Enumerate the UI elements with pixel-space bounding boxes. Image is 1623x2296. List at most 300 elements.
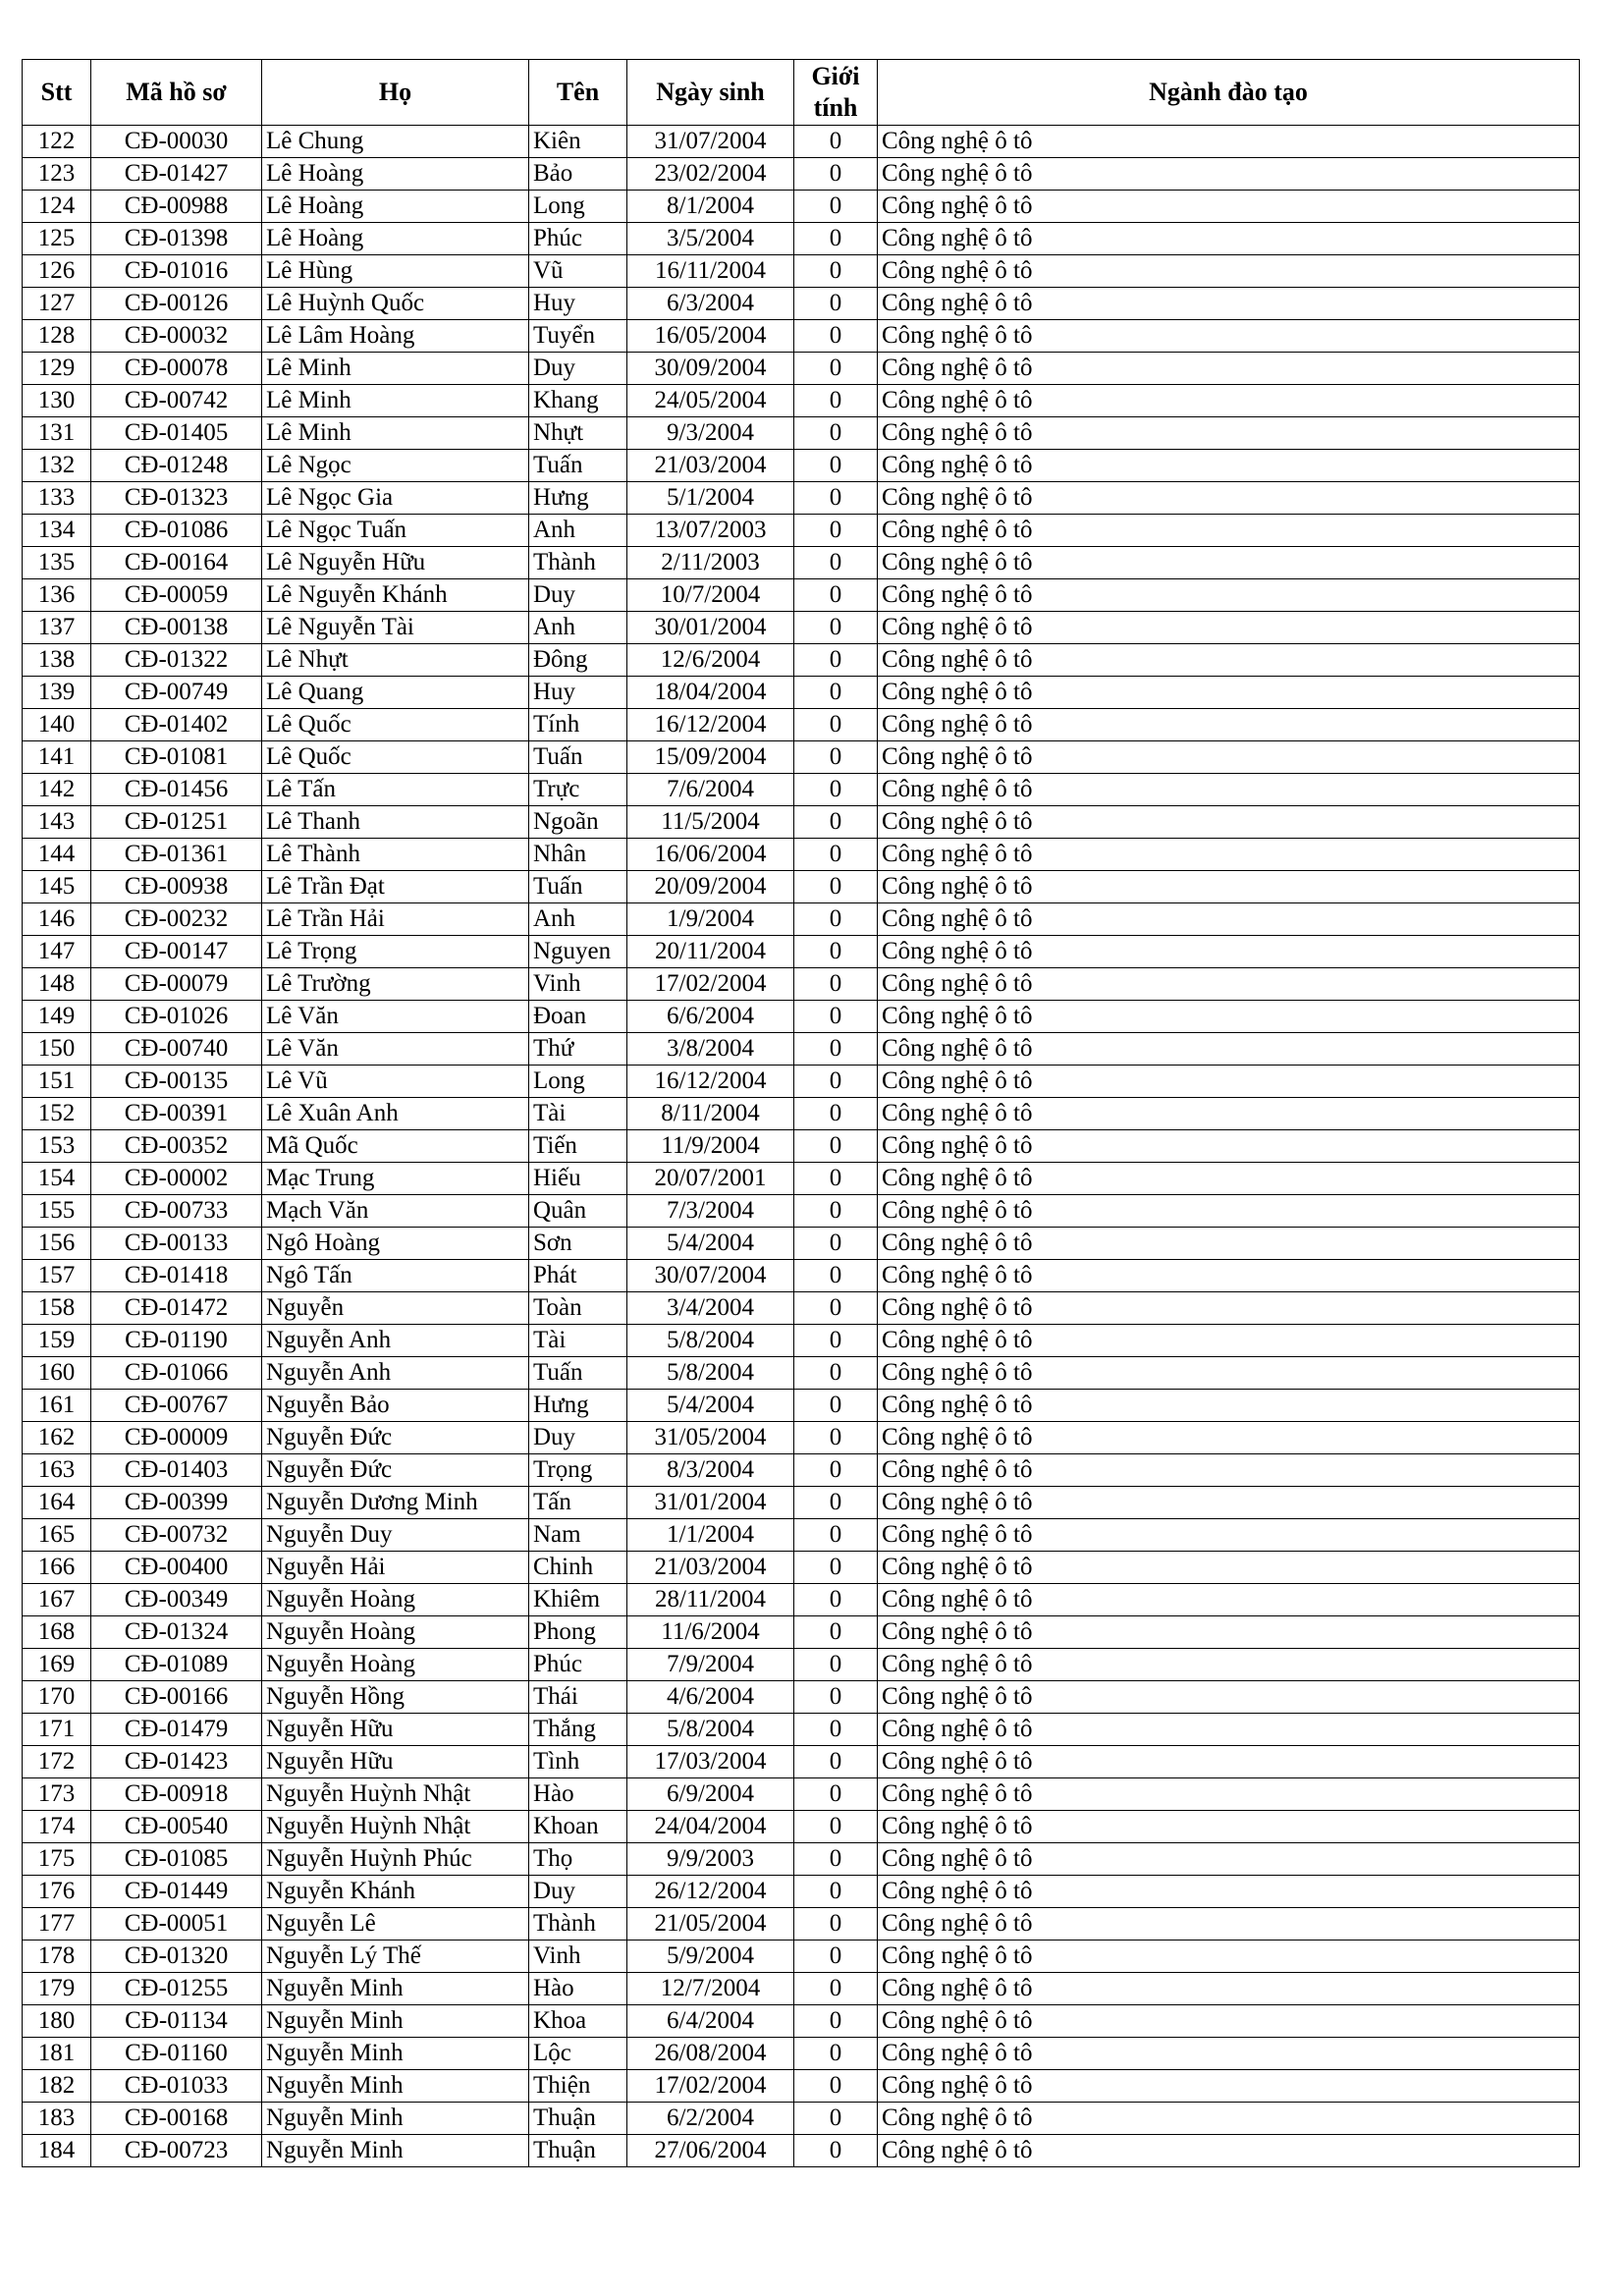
cell-last-name: Lê Hoàng: [262, 191, 529, 223]
cell-last-name: Lê Huỳnh Quốc: [262, 288, 529, 320]
cell-gender: 0: [794, 417, 878, 450]
cell-major: Công nghệ ô tô: [878, 1811, 1580, 1843]
table-row: [23, 482, 1580, 515]
cell-date-of-birth: 20/09/2004: [627, 871, 794, 903]
cell-major: Công nghệ ô tô: [878, 839, 1580, 871]
cell-record-code: CĐ-01033: [91, 2070, 262, 2103]
cell-major: Công nghệ ô tô: [878, 579, 1580, 612]
header-gender: Giới tính: [794, 60, 878, 126]
cell-last-name: Nguyễn Lê: [262, 1908, 529, 1941]
cell-date-of-birth: 13/07/2003: [627, 515, 794, 547]
cell-date-of-birth: 8/1/2004: [627, 191, 794, 223]
table-row: [23, 1357, 1580, 1390]
cell-last-name: Nguyễn Hải: [262, 1552, 529, 1584]
cell-first-name: Hào: [529, 1778, 627, 1811]
cell-record-code: CĐ-01405: [91, 417, 262, 450]
cell-major: Công nghệ ô tô: [878, 1163, 1580, 1195]
cell-last-name: Lê Hoàng: [262, 223, 529, 255]
cell-major: Công nghệ ô tô: [878, 1746, 1580, 1778]
cell-record-code: CĐ-00400: [91, 1552, 262, 1584]
cell-last-name: Nguyễn Huỳnh Nhật: [262, 1811, 529, 1843]
cell-first-name: Thắng: [529, 1714, 627, 1746]
cell-first-name: Tài: [529, 1325, 627, 1357]
cell-first-name: Tính: [529, 709, 627, 741]
cell-first-name: Nam: [529, 1519, 627, 1552]
header-record-code: Mã hồ sơ: [91, 60, 262, 126]
cell-stt: 133: [23, 482, 91, 515]
table-row: [23, 871, 1580, 903]
cell-record-code: CĐ-01456: [91, 774, 262, 806]
table-row: [23, 353, 1580, 385]
cell-last-name: Lê Thanh: [262, 806, 529, 839]
cell-gender: 0: [794, 1130, 878, 1163]
cell-record-code: CĐ-00988: [91, 191, 262, 223]
cell-date-of-birth: 4/6/2004: [627, 1681, 794, 1714]
cell-date-of-birth: 21/03/2004: [627, 450, 794, 482]
cell-stt: 184: [23, 2135, 91, 2167]
cell-date-of-birth: 6/2/2004: [627, 2103, 794, 2135]
cell-gender: 0: [794, 1390, 878, 1422]
cell-record-code: CĐ-01081: [91, 741, 262, 774]
table-row: [23, 288, 1580, 320]
table-row: [23, 1649, 1580, 1681]
cell-major: Công nghệ ô tô: [878, 1649, 1580, 1681]
cell-gender: 0: [794, 126, 878, 158]
cell-gender: 0: [794, 1811, 878, 1843]
table-row: [23, 1584, 1580, 1616]
cell-stt: 158: [23, 1292, 91, 1325]
cell-last-name: Nguyễn Hữu: [262, 1714, 529, 1746]
cell-gender: 0: [794, 1066, 878, 1098]
cell-stt: 157: [23, 1260, 91, 1292]
cell-date-of-birth: 21/03/2004: [627, 1552, 794, 1584]
cell-last-name: Nguyễn: [262, 1292, 529, 1325]
cell-date-of-birth: 7/9/2004: [627, 1649, 794, 1681]
cell-major: Công nghệ ô tô: [878, 385, 1580, 417]
cell-major: Công nghệ ô tô: [878, 1681, 1580, 1714]
cell-date-of-birth: 17/03/2004: [627, 1746, 794, 1778]
cell-stt: 134: [23, 515, 91, 547]
cell-date-of-birth: 9/3/2004: [627, 417, 794, 450]
cell-record-code: CĐ-01323: [91, 482, 262, 515]
table-row: [23, 1260, 1580, 1292]
cell-stt: 163: [23, 1454, 91, 1487]
cell-gender: 0: [794, 482, 878, 515]
cell-major: Công nghệ ô tô: [878, 1195, 1580, 1228]
cell-gender: 0: [794, 1357, 878, 1390]
cell-last-name: Lê Minh: [262, 417, 529, 450]
cell-major: Công nghệ ô tô: [878, 191, 1580, 223]
cell-record-code: CĐ-00391: [91, 1098, 262, 1130]
cell-gender: 0: [794, 1422, 878, 1454]
cell-gender: 0: [794, 677, 878, 709]
cell-first-name: Tấn: [529, 1487, 627, 1519]
cell-record-code: CĐ-01423: [91, 1746, 262, 1778]
header-last-name: Họ: [262, 60, 529, 126]
cell-stt: 169: [23, 1649, 91, 1681]
cell-first-name: Thuận: [529, 2135, 627, 2167]
cell-major: Công nghệ ô tô: [878, 1422, 1580, 1454]
cell-gender: 0: [794, 2103, 878, 2135]
cell-date-of-birth: 11/6/2004: [627, 1616, 794, 1649]
cell-first-name: Thái: [529, 1681, 627, 1714]
cell-date-of-birth: 6/3/2004: [627, 288, 794, 320]
cell-stt: 139: [23, 677, 91, 709]
cell-first-name: Tuấn: [529, 450, 627, 482]
cell-major: Công nghệ ô tô: [878, 1876, 1580, 1908]
cell-record-code: CĐ-01324: [91, 1616, 262, 1649]
cell-stt: 125: [23, 223, 91, 255]
cell-record-code: CĐ-01026: [91, 1001, 262, 1033]
cell-last-name: Lê Quang: [262, 677, 529, 709]
cell-first-name: Thọ: [529, 1843, 627, 1876]
cell-major: Công nghệ ô tô: [878, 1033, 1580, 1066]
cell-gender: 0: [794, 839, 878, 871]
cell-major: Công nghệ ô tô: [878, 1778, 1580, 1811]
cell-gender: 0: [794, 1163, 878, 1195]
cell-date-of-birth: 7/6/2004: [627, 774, 794, 806]
cell-date-of-birth: 28/11/2004: [627, 1584, 794, 1616]
cell-gender: 0: [794, 1552, 878, 1584]
cell-record-code: CĐ-01361: [91, 839, 262, 871]
table-row: [23, 709, 1580, 741]
cell-record-code: CĐ-01398: [91, 223, 262, 255]
cell-last-name: Nguyễn Minh: [262, 2070, 529, 2103]
table-row: [23, 385, 1580, 417]
table-row: [23, 1616, 1580, 1649]
cell-stt: 153: [23, 1130, 91, 1163]
cell-gender: 0: [794, 1908, 878, 1941]
cell-date-of-birth: 8/3/2004: [627, 1454, 794, 1487]
table-row: [23, 1973, 1580, 2005]
cell-date-of-birth: 23/02/2004: [627, 158, 794, 191]
table-row: [23, 2070, 1580, 2103]
cell-date-of-birth: 17/02/2004: [627, 2070, 794, 2103]
cell-last-name: Nguyễn Minh: [262, 2103, 529, 2135]
table-row: [23, 417, 1580, 450]
cell-gender: 0: [794, 1941, 878, 1973]
table-body: [23, 126, 1580, 2167]
table-row: [23, 2038, 1580, 2070]
student-roster-table: [22, 59, 1580, 2167]
cell-stt: 129: [23, 353, 91, 385]
cell-stt: 124: [23, 191, 91, 223]
cell-last-name: Nguyễn Anh: [262, 1325, 529, 1357]
cell-first-name: Tuyển: [529, 320, 627, 353]
cell-gender: 0: [794, 774, 878, 806]
cell-first-name: Chinh: [529, 1552, 627, 1584]
cell-last-name: Lê Ngọc: [262, 450, 529, 482]
table-row: [23, 1552, 1580, 1584]
cell-stt: 145: [23, 871, 91, 903]
cell-gender: 0: [794, 1843, 878, 1876]
cell-stt: 151: [23, 1066, 91, 1098]
cell-last-name: Mã Quốc: [262, 1130, 529, 1163]
cell-first-name: Hưng: [529, 482, 627, 515]
cell-first-name: Duy: [529, 353, 627, 385]
cell-stt: 155: [23, 1195, 91, 1228]
cell-gender: 0: [794, 1033, 878, 1066]
table-row: [23, 1325, 1580, 1357]
cell-date-of-birth: 3/4/2004: [627, 1292, 794, 1325]
cell-gender: 0: [794, 1714, 878, 1746]
cell-major: Công nghệ ô tô: [878, 2038, 1580, 2070]
cell-first-name: Vinh: [529, 1941, 627, 1973]
table-row: [23, 1066, 1580, 1098]
cell-date-of-birth: 24/04/2004: [627, 1811, 794, 1843]
cell-date-of-birth: 16/05/2004: [627, 320, 794, 353]
cell-gender: 0: [794, 547, 878, 579]
cell-date-of-birth: 11/5/2004: [627, 806, 794, 839]
cell-stt: 174: [23, 1811, 91, 1843]
cell-last-name: Lê Văn: [262, 1001, 529, 1033]
cell-gender: 0: [794, 2005, 878, 2038]
cell-date-of-birth: 6/6/2004: [627, 1001, 794, 1033]
cell-last-name: Nguyễn Khánh: [262, 1876, 529, 1908]
cell-first-name: Nhân: [529, 839, 627, 871]
cell-first-name: Toàn: [529, 1292, 627, 1325]
cell-last-name: Lê Hùng: [262, 255, 529, 288]
cell-stt: 135: [23, 547, 91, 579]
cell-first-name: Hiếu: [529, 1163, 627, 1195]
table-row: [23, 1130, 1580, 1163]
cell-date-of-birth: 16/11/2004: [627, 255, 794, 288]
cell-stt: 147: [23, 936, 91, 968]
cell-gender: 0: [794, 1195, 878, 1228]
table-row: [23, 936, 1580, 968]
cell-date-of-birth: 16/12/2004: [627, 709, 794, 741]
table-row: [23, 1778, 1580, 1811]
cell-date-of-birth: 20/07/2001: [627, 1163, 794, 1195]
cell-last-name: Lê Hoàng: [262, 158, 529, 191]
cell-gender: 0: [794, 1325, 878, 1357]
cell-last-name: Nguyễn Dương Minh: [262, 1487, 529, 1519]
cell-last-name: Ngô Tấn: [262, 1260, 529, 1292]
cell-last-name: Lê Lâm Hoàng: [262, 320, 529, 353]
cell-first-name: Huy: [529, 677, 627, 709]
cell-gender: 0: [794, 515, 878, 547]
cell-record-code: CĐ-00032: [91, 320, 262, 353]
cell-gender: 0: [794, 255, 878, 288]
cell-gender: 0: [794, 1228, 878, 1260]
table-row: [23, 1487, 1580, 1519]
cell-stt: 146: [23, 903, 91, 936]
cell-stt: 162: [23, 1422, 91, 1454]
cell-gender: 0: [794, 158, 878, 191]
cell-record-code: CĐ-00399: [91, 1487, 262, 1519]
cell-record-code: CĐ-01449: [91, 1876, 262, 1908]
cell-first-name: Tiến: [529, 1130, 627, 1163]
cell-last-name: Lê Quốc: [262, 741, 529, 774]
cell-last-name: Nguyễn Lý Thế: [262, 1941, 529, 1973]
cell-major: Công nghệ ô tô: [878, 612, 1580, 644]
cell-date-of-birth: 5/8/2004: [627, 1714, 794, 1746]
table-row: [23, 2103, 1580, 2135]
cell-first-name: Thiện: [529, 2070, 627, 2103]
cell-first-name: Ngoãn: [529, 806, 627, 839]
cell-last-name: Lê Trần Hải: [262, 903, 529, 936]
cell-date-of-birth: 5/8/2004: [627, 1325, 794, 1357]
cell-gender: 0: [794, 709, 878, 741]
cell-gender: 0: [794, 1260, 878, 1292]
cell-record-code: CĐ-00135: [91, 1066, 262, 1098]
cell-first-name: Tài: [529, 1098, 627, 1130]
cell-date-of-birth: 2/11/2003: [627, 547, 794, 579]
cell-date-of-birth: 5/8/2004: [627, 1357, 794, 1390]
cell-gender: 0: [794, 579, 878, 612]
cell-gender: 0: [794, 385, 878, 417]
cell-record-code: CĐ-01427: [91, 158, 262, 191]
cell-date-of-birth: 24/05/2004: [627, 385, 794, 417]
cell-last-name: Lê Nguyễn Hữu: [262, 547, 529, 579]
cell-date-of-birth: 5/9/2004: [627, 1941, 794, 1973]
cell-first-name: Quân: [529, 1195, 627, 1228]
cell-record-code: CĐ-00723: [91, 2135, 262, 2167]
cell-gender: 0: [794, 1973, 878, 2005]
cell-record-code: CĐ-01016: [91, 255, 262, 288]
cell-date-of-birth: 3/5/2004: [627, 223, 794, 255]
cell-first-name: Phong: [529, 1616, 627, 1649]
cell-last-name: Nguyễn Minh: [262, 2038, 529, 2070]
cell-record-code: CĐ-01190: [91, 1325, 262, 1357]
cell-first-name: Phúc: [529, 223, 627, 255]
cell-major: Công nghệ ô tô: [878, 547, 1580, 579]
table-row: [23, 320, 1580, 353]
cell-last-name: Nguyễn Minh: [262, 2135, 529, 2167]
table-row: [23, 191, 1580, 223]
cell-record-code: CĐ-01089: [91, 1649, 262, 1681]
cell-major: Công nghệ ô tô: [878, 1454, 1580, 1487]
cell-last-name: Lê Thành: [262, 839, 529, 871]
cell-date-of-birth: 18/04/2004: [627, 677, 794, 709]
table-row: [23, 255, 1580, 288]
cell-stt: 136: [23, 579, 91, 612]
cell-last-name: Nguyễn Đức: [262, 1422, 529, 1454]
cell-first-name: Kiên: [529, 126, 627, 158]
table-row: [23, 1811, 1580, 1843]
cell-gender: 0: [794, 871, 878, 903]
cell-date-of-birth: 16/12/2004: [627, 1066, 794, 1098]
cell-record-code: CĐ-00352: [91, 1130, 262, 1163]
cell-record-code: CĐ-00349: [91, 1584, 262, 1616]
cell-gender: 0: [794, 223, 878, 255]
cell-record-code: CĐ-01320: [91, 1941, 262, 1973]
header-first-name: Tên: [529, 60, 627, 126]
cell-last-name: Nguyễn Minh: [262, 1973, 529, 2005]
cell-record-code: CĐ-00059: [91, 579, 262, 612]
table-row: [23, 1519, 1580, 1552]
cell-major: Công nghệ ô tô: [878, 644, 1580, 677]
cell-gender: 0: [794, 806, 878, 839]
cell-last-name: Mạc Trung: [262, 1163, 529, 1195]
table-row: [23, 223, 1580, 255]
cell-stt: 140: [23, 709, 91, 741]
cell-date-of-birth: 30/09/2004: [627, 353, 794, 385]
cell-date-of-birth: 20/11/2004: [627, 936, 794, 968]
cell-gender: 0: [794, 612, 878, 644]
cell-first-name: Đông: [529, 644, 627, 677]
cell-last-name: Lê Minh: [262, 385, 529, 417]
cell-record-code: CĐ-01479: [91, 1714, 262, 1746]
cell-stt: 138: [23, 644, 91, 677]
table-row: [23, 579, 1580, 612]
cell-first-name: Trực: [529, 774, 627, 806]
cell-first-name: Anh: [529, 612, 627, 644]
cell-record-code: CĐ-00232: [91, 903, 262, 936]
cell-gender: 0: [794, 288, 878, 320]
cell-major: Công nghệ ô tô: [878, 1487, 1580, 1519]
cell-record-code: CĐ-00164: [91, 547, 262, 579]
cell-record-code: CĐ-00078: [91, 353, 262, 385]
cell-major: Công nghệ ô tô: [878, 255, 1580, 288]
cell-record-code: CĐ-00051: [91, 1908, 262, 1941]
cell-major: Công nghệ ô tô: [878, 1519, 1580, 1552]
cell-gender: 0: [794, 1487, 878, 1519]
cell-stt: 123: [23, 158, 91, 191]
cell-record-code: CĐ-00740: [91, 1033, 262, 1066]
cell-last-name: Lê Nguyễn Tài: [262, 612, 529, 644]
table-header: [23, 60, 1580, 126]
cell-first-name: Khoa: [529, 2005, 627, 2038]
cell-stt: 180: [23, 2005, 91, 2038]
table-row: [23, 1001, 1580, 1033]
cell-first-name: Duy: [529, 1876, 627, 1908]
cell-date-of-birth: 21/05/2004: [627, 1908, 794, 1941]
cell-date-of-birth: 12/6/2004: [627, 644, 794, 677]
cell-stt: 172: [23, 1746, 91, 1778]
cell-stt: 159: [23, 1325, 91, 1357]
cell-last-name: Lê Tấn: [262, 774, 529, 806]
cell-gender: 0: [794, 353, 878, 385]
cell-gender: 0: [794, 2135, 878, 2167]
cell-major: Công nghệ ô tô: [878, 320, 1580, 353]
cell-date-of-birth: 12/7/2004: [627, 1973, 794, 2005]
cell-gender: 0: [794, 1454, 878, 1487]
cell-date-of-birth: 5/4/2004: [627, 1390, 794, 1422]
cell-last-name: Lê Trần Đạt: [262, 871, 529, 903]
cell-record-code: CĐ-00138: [91, 612, 262, 644]
cell-gender: 0: [794, 741, 878, 774]
cell-gender: 0: [794, 1778, 878, 1811]
table-row: [23, 1422, 1580, 1454]
cell-date-of-birth: 1/9/2004: [627, 903, 794, 936]
cell-major: Công nghệ ô tô: [878, 1584, 1580, 1616]
cell-stt: 181: [23, 2038, 91, 2070]
cell-last-name: Lê Minh: [262, 353, 529, 385]
cell-record-code: CĐ-00732: [91, 1519, 262, 1552]
cell-last-name: Lê Trường: [262, 968, 529, 1001]
cell-major: Công nghệ ô tô: [878, 1843, 1580, 1876]
cell-first-name: Tuấn: [529, 741, 627, 774]
cell-stt: 122: [23, 126, 91, 158]
table-row: [23, 1908, 1580, 1941]
cell-gender: 0: [794, 1746, 878, 1778]
table-row: [23, 1292, 1580, 1325]
cell-record-code: CĐ-01403: [91, 1454, 262, 1487]
cell-last-name: Nguyễn Duy: [262, 1519, 529, 1552]
cell-first-name: Phát: [529, 1260, 627, 1292]
cell-record-code: CĐ-00767: [91, 1390, 262, 1422]
cell-major: Công nghệ ô tô: [878, 353, 1580, 385]
cell-record-code: CĐ-01086: [91, 515, 262, 547]
cell-major: Công nghệ ô tô: [878, 709, 1580, 741]
cell-major: Công nghệ ô tô: [878, 2005, 1580, 2038]
table-row: [23, 839, 1580, 871]
cell-stt: 130: [23, 385, 91, 417]
cell-last-name: Nguyễn Huỳnh Phúc: [262, 1843, 529, 1876]
cell-gender: 0: [794, 968, 878, 1001]
cell-last-name: Nguyễn Anh: [262, 1357, 529, 1390]
